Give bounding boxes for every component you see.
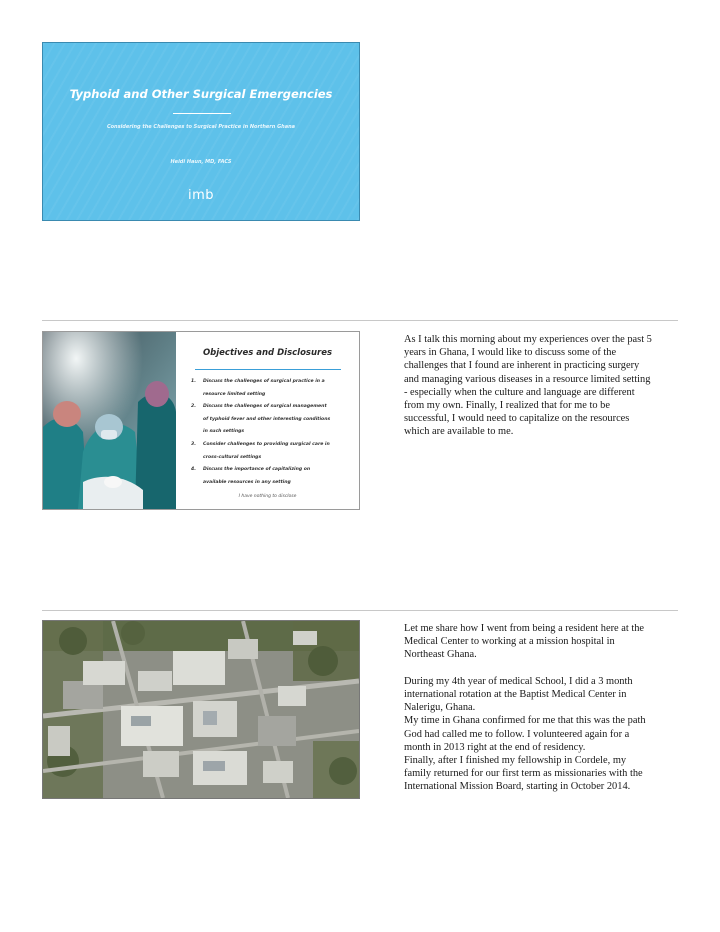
disclosure-statement: I have nothing to disclose [238,494,297,499]
heading-underline [195,369,341,370]
objectives-list [191,376,357,489]
title-divider [173,113,231,114]
aerial-photo [43,621,359,798]
imb-logo: imb [187,188,215,203]
speaker-notes-3: Let me share how I went from being a resident here at the Medical Center to working at a mission hospital in Northeast Ghana. During my 4th year of medical School, I did a 3 month international rotation at the Baptist Medical Center in Nalerigu, Ghana. My time in Ghana confirmed for me that this was the path God had called me to follow. I volunteered again for a month in 2013 right at the end of residency. Finally, after I finished my fellowship in Cordele, my family returned for our first term as missionaries with the International Mission Board, starting in October 2014. [404,623,646,793]
objective-item: 4. Discuss the importance of capitalizing on available resources in any setting [191,467,311,485]
slide-1-heading: Typhoid and Other Surgical Emergencies [69,87,333,101]
page-divider [42,610,678,611]
objective-item: 3. Consider challenges to providing surgical care in cross-cultural settings [191,441,330,460]
objective-item: 1. Discuss the challenges of surgical practice in a resource limited setting [191,379,325,397]
speaker-notes-2: As I talk this morning about my experiences over the past 5 years in Ghana, I would like to discuss some of the challenges that I found are inherent in practicing surgery and managing various diseases in a resource limited setting - especially when the culture and language are different from my own. Finally, I realized that for me to be successful, I would need to capitalize on the resources which are available to me. [404,334,652,438]
slide-1-subtitle: Considering the Challenges to Surgical Practice in Northern Ghana [106,124,296,130]
page-divider [42,320,678,321]
slide-2-objectives [42,331,360,510]
slide-1-author: Heidi Haun, MD, FACS [170,159,232,165]
slide-2-heading: Objectives and Disclosures [202,348,333,358]
slide-1-title [42,42,360,221]
surgeons-photo [43,332,176,509]
objective-item: 2. Discuss the challenges of surgical management of typhoid fever and other interesting conditions in such settings [191,404,331,435]
slide-3-aerial [42,620,360,799]
